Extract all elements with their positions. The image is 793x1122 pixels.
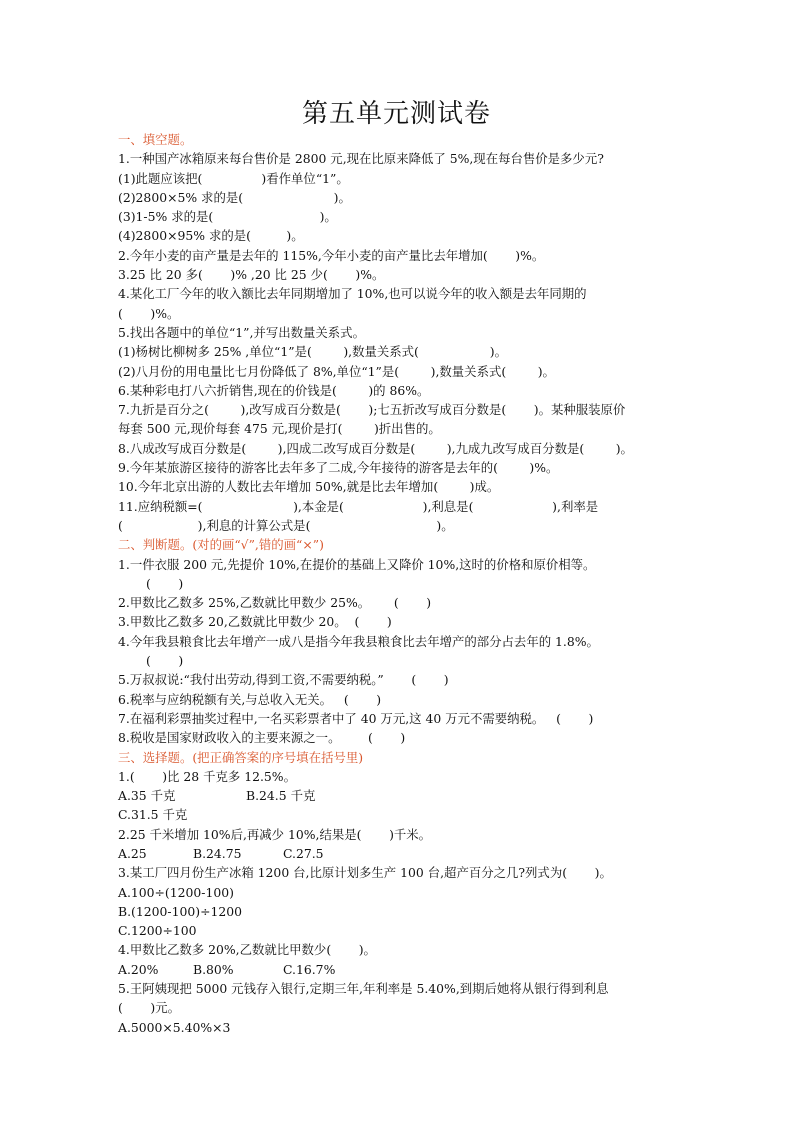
question-line: 9.今年某旅游区接待的游客比去年多了二成,今年接待的游客是去年的( )%。 — [118, 460, 559, 476]
question-line: (2)八月份的用电量比七月份降低了 8%,单位“1”是( ),数量关系式( )。 — [118, 363, 555, 379]
question-line: 2.今年小麦的亩产量是去年的 115%,今年小麦的亩产量比去年增加( )%。 — [118, 247, 545, 263]
question-line: C.31.5 千克 — [118, 807, 188, 823]
question-line: ( )元。 — [118, 1000, 181, 1016]
question-line: 2.25 千米增加 10%后,再减少 10%,结果是( )千米。 — [118, 826, 432, 842]
section-heading: 二、判断题。(对的画“√”,错的画“×”) — [118, 537, 324, 553]
choice-option: A.20% — [118, 961, 159, 977]
choice-option: B.80% — [193, 961, 234, 977]
question-line: (1)杨树比柳树多 25% ,单位“1”是( ),数量关系式( )。 — [118, 344, 507, 360]
question-line: 1.( )比 28 千克多 12.5%。 — [118, 768, 296, 784]
question-line: 3.25 比 20 多( )% ,20 比 25 少( )%。 — [118, 267, 385, 283]
exam-content — [118, 130, 683, 1037]
choice-option: A.25 — [118, 845, 147, 861]
question-line: (3)1-5% 求的是( )。 — [118, 209, 337, 225]
page-title: 第五单元测试卷 — [301, 99, 491, 129]
question-line: 3.某工厂四月份生产冰箱 1200 台,比原计划多生产 100 台,超产百分之几?列式为( )。 — [118, 865, 612, 881]
question-line: 5.找出各题中的单位“1”,并写出数量关系式。 — [118, 324, 365, 340]
choice-options — [118, 844, 683, 863]
question-line: A.5000×5.40%×3 — [118, 1019, 231, 1035]
section-heading: 三、选择题。(把正确答案的序号填在括号里) — [118, 749, 364, 765]
question-line: 7.在福利彩票抽奖过程中,一名买彩票者中了 40 万元,这 40 万元不需要纳税。 ( ) — [118, 710, 594, 726]
question-line: C.1200÷100 — [118, 923, 197, 939]
question-line: 6.税率与应纳税额有关,与总收入无关。 ( ) — [118, 691, 382, 707]
question-line: 4.甲数比乙数多 20%,乙数就比甲数少( )。 — [118, 942, 376, 958]
choice-option: B.24.75 — [193, 845, 242, 861]
question-line: (2)2800×5% 求的是( )。 — [118, 189, 351, 205]
choice-option: A.35 千克 — [118, 788, 176, 804]
question-line: 1.一种国产冰箱原来每台售价是 2800 元,现在比原来降低了 5%,现在每台售价是多少元? — [118, 151, 604, 167]
question-line: ( ),利息的计算公式是( )。 — [118, 517, 454, 533]
question-line: 3.甲数比乙数多 20,乙数就比甲数少 20。 ( ) — [118, 614, 392, 630]
question-line: 5.王阿姨现把 5000 元钱存入银行,定期三年,年利率是 5.40%,到期后她将从银行得到利息 — [118, 981, 609, 997]
choice-options — [118, 960, 683, 979]
question-line: ( )%。 — [118, 305, 180, 321]
question-line: 6.某种彩电打八六折销售,现在的价钱是( )的 86%。 — [118, 382, 430, 398]
section-heading: 一、填空题。 — [118, 132, 193, 147]
question-line: B.(1200-100)÷1200 — [118, 903, 242, 919]
choice-options — [118, 786, 683, 805]
question-line: 1.一件衣服 200 元,先提价 10%,在提价的基础上又降价 10%,这时的价格和原价相等。 — [118, 556, 596, 572]
question-line: A.100÷(1200-100) — [118, 884, 234, 900]
question-line: 7.九折是百分之( ),改写成百分数是( );七五折改写成百分数是( )。某种服装原价 — [118, 402, 626, 418]
question-line: 4.今年我县粮食比去年增产一成八是指今年我县粮食比去年增产的部分占去年的 1.8%。 — [118, 633, 599, 649]
question-line: 每套 500 元,现价每套 475 元,现价是打( )折出售的。 — [118, 421, 441, 437]
question-line: 8.八成改写成百分数是( ),四成二改写成百分数是( ),九成九改写成百分数是( )。 — [118, 440, 633, 456]
question-line: 10.今年北京出游的人数比去年增加 50%,就是比去年增加( )成。 — [118, 479, 500, 495]
answer-blank-line: ( ) — [146, 653, 184, 669]
question-line: (4)2800×95% 求的是( )。 — [118, 228, 304, 244]
choice-option: C.27.5 — [283, 845, 324, 861]
question-line: (1)此题应该把( )看作单位“1”。 — [118, 170, 349, 186]
question-line: 11.应纳税额=( ),本金是( ),利息是( ),利率是 — [118, 498, 599, 514]
choice-option: B.24.5 千克 — [246, 788, 316, 804]
question-line: 4.某化工厂今年的收入额比去年同期增加了 10%,也可以说今年的收入额是去年同期的 — [118, 286, 587, 302]
question-line: 2.甲数比乙数多 25%,乙数就比甲数少 25%。 ( ) — [118, 595, 432, 611]
choice-option: C.16.7% — [283, 961, 336, 977]
question-line: 5.万叔叔说:“我付出劳动,得到工资,不需要纳税。” ( ) — [118, 672, 449, 688]
answer-blank-line: ( ) — [146, 575, 184, 591]
question-line: 8.税收是国家财政收入的主要来源之一。 ( ) — [118, 730, 406, 746]
